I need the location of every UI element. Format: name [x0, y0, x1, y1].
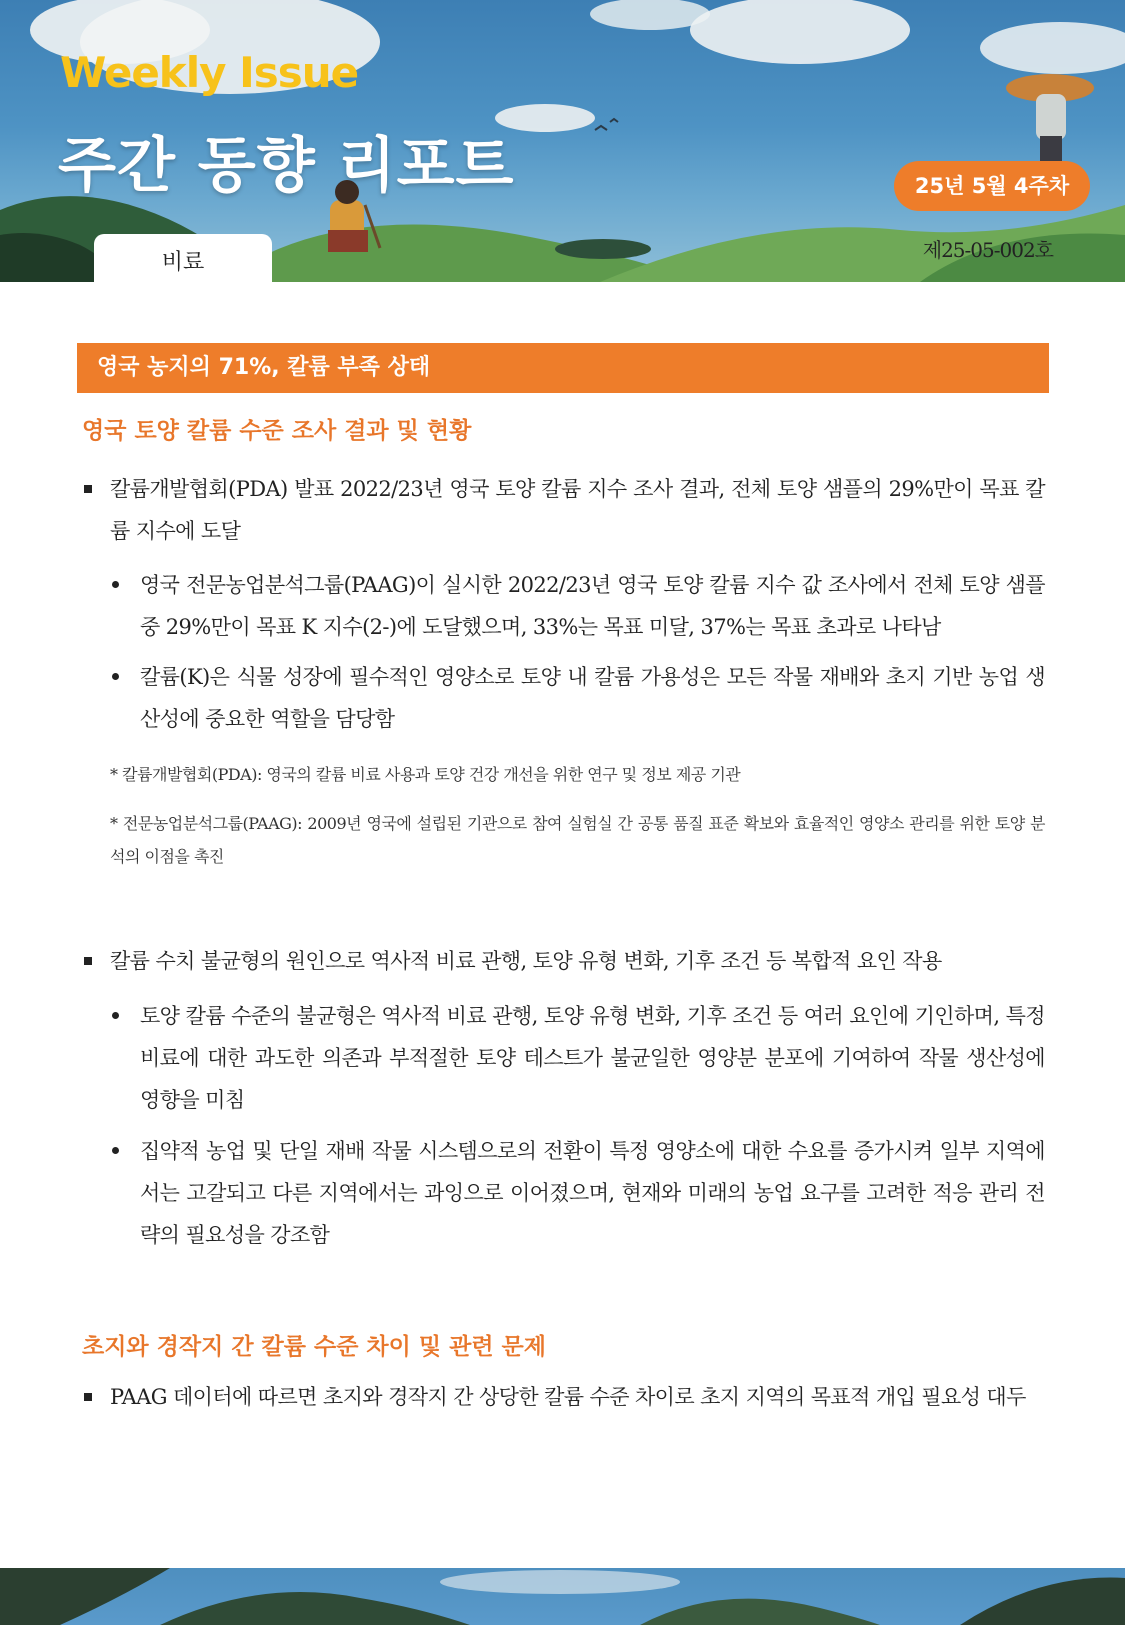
sub-bullet-item: 집약적 농업 및 단일 재배 작물 시스템으로의 전환이 특정 영양소에 대한 수요를 증가시켜 일부 지역에서는 고갈되고 다른 지역에서는 과잉으로 이어졌으며, 현재와 미래의 농업 요구를 고려한 적응 관리 전략의 필요성을 강조함: [140, 1139, 1045, 1247]
footnote: * 칼륨개발협회(PDA): 영국의 칼륨 비료 사용과 토양 건강 개선을 위한 연구 및 정보 제공 기관: [110, 765, 741, 784]
weekly-issue-label: Weekly Issue: [60, 48, 359, 97]
sub-bullet-item: 칼륨(K)은 식물 성장에 필수적인 영양소로 토양 내 칼륨 가용성은 모든 작물 재배와 초지 기반 농업 생산성에 중요한 역할을 담당함: [140, 665, 1045, 731]
dot-bullet-icon: [112, 673, 119, 680]
section-title: 영국 토양 칼륨 수준 조사 결과 및 현황: [82, 418, 472, 444]
week-badge: 25년 5월 4주차: [894, 161, 1090, 211]
square-bullet-icon: [84, 957, 92, 965]
dot-bullet-icon: [112, 1012, 119, 1019]
section-title: 초지와 경작지 간 칼륨 수준 차이 및 관련 문제: [82, 1334, 546, 1360]
issue-number: 제25-05-002호: [922, 238, 1053, 262]
report-title: 주간 동향 리포트: [58, 131, 515, 201]
category-tab-fertilizer[interactable]: 비료: [94, 234, 272, 282]
dot-bullet-icon: [112, 1147, 119, 1154]
header-banner: [0, 0, 1125, 282]
dot-bullet-icon: [112, 581, 119, 588]
bullet-item: 칼륨개발협회(PDA) 발표 2022/23년 영국 토양 칼륨 지수 조사 결과, 전체 토양 샘플의 29%만이 목표 칼륨 지수에 도달: [110, 477, 1045, 543]
headline-bar: 영국 농지의 71%, 칼륨 부족 상태: [77, 343, 1049, 393]
square-bullet-icon: [84, 1393, 92, 1401]
sub-bullet-item: 영국 전문농업분석그룹(PAAG)이 실시한 2022/23년 영국 토양 칼륨 지수 값 조사에서 전체 토양 샘플 중 29%만이 목표 K 지수(2-)에 도달했으며, 33%는 목표 미달, 37%는 목표 초과로 나타남: [140, 573, 1045, 639]
square-bullet-icon: [84, 485, 92, 493]
sub-bullet-item: 토양 칼륨 수준의 불균형은 역사적 비료 관행, 토양 유형 변화, 기후 조건 등 여러 요인에 기인하며, 특정 비료에 대한 과도한 의존과 부적절한 토양 테스트가 불균일한 영양분 분포에 기여하여 작물 생산성에 영향을 미침: [140, 1004, 1045, 1112]
footer-banner: [0, 1568, 1125, 1625]
footer-illustration: [0, 1568, 1125, 1625]
bullet-item: PAAG 데이터에 따르면 초지와 경작지 간 상당한 칼륨 수준 차이로 초지 지역의 목표적 개입 필요성 대두: [110, 1385, 1026, 1409]
bullet-item: 칼륨 수치 불균형의 원인으로 역사적 비료 관행, 토양 유형 변화, 기후 조건 등 복합적 요인 작용: [110, 949, 942, 973]
footnote: * 전문농업분석그룹(PAAG): 2009년 영국에 설립된 기관으로 참여 실험실 간 공통 품질 표준 확보와 효율적인 영양소 관리를 위한 토양 분석의 이점을 촉진: [110, 814, 1045, 866]
